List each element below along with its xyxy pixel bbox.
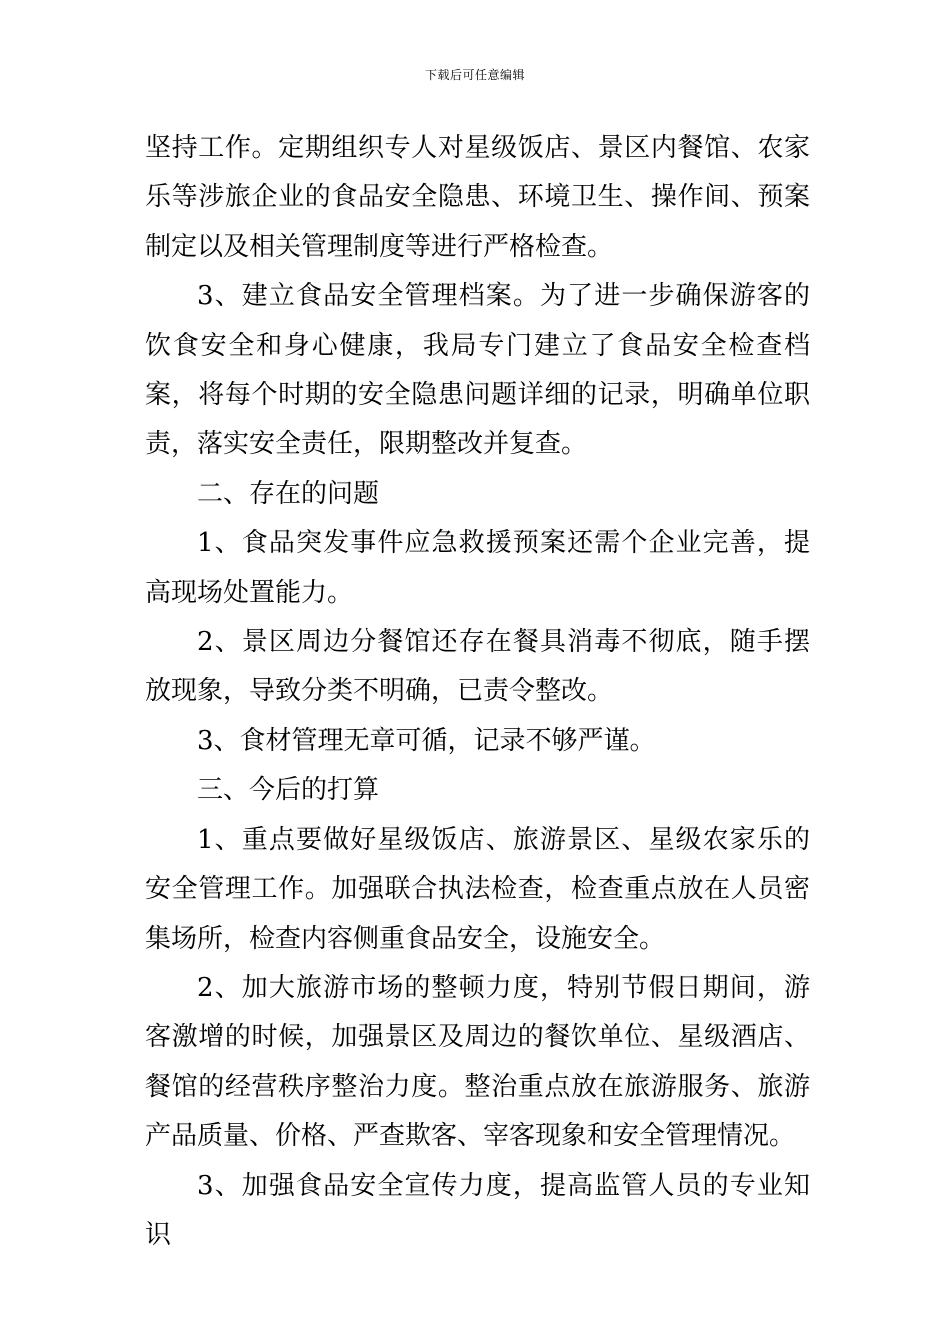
paragraph-plan-2: 2、加大旅游市场的整顿力度，特别节假日期间，游客激增的时候，加强景区及周边的餐饮单位、星级酒店、餐馆的经营秩序整治力度。整治重点放在旅游服务、旅游产品质量、价格、严查欺客、宰客现象和安全管理情况。: [145, 972, 810, 1152]
section-heading-plans: 三、今后的打算: [197, 775, 380, 806]
header-note: 下载后可任意编辑: [424, 68, 525, 82]
paragraph-plan-1: 1、重点要做好星级饭店、旅游景区、星级农家乐的安全管理工作。加强联合执法检查，检查重点放在人员密集场所，检查内容侧重食品安全，设施安全。: [145, 824, 810, 954]
paragraph-continuation: 坚持工作。定期组织专人对星级饭店、景区内餐馆、农家乐等涉旅企业的食品安全隐患、环境卫生、操作间、预案制定以及相关管理制度等进行严格检查。: [145, 133, 810, 262]
paragraph-plan-3: 3、加强食品安全宣传力度，提高监管人员的专业知识: [145, 1170, 810, 1250]
section-heading-problems: 二、存在的问题: [197, 478, 380, 509]
paragraph-problem-1: 1、食品突发事件应急救援预案还需个企业完善，提高现场处置能力。: [145, 528, 810, 608]
paragraph-problem-3: 3、食材管理无章可循，记录不够严谨。: [197, 725, 656, 756]
paragraph-problem-2: 2、景区周边分餐馆还存在餐具消毒不彻底，随手摆放现象，导致分类不明确，已责令整改。: [145, 627, 810, 707]
paragraph-item-3-archive: 3、建立食品安全管理档案。为了进一步确保游客的饮食安全和身心健康，我局专门建立了食品安全检查档案，将每个时期的安全隐患问题详细的记录，明确单位职责，落实安全责任，限期整改并复查。: [145, 281, 810, 460]
document-body: [145, 124, 810, 1260]
